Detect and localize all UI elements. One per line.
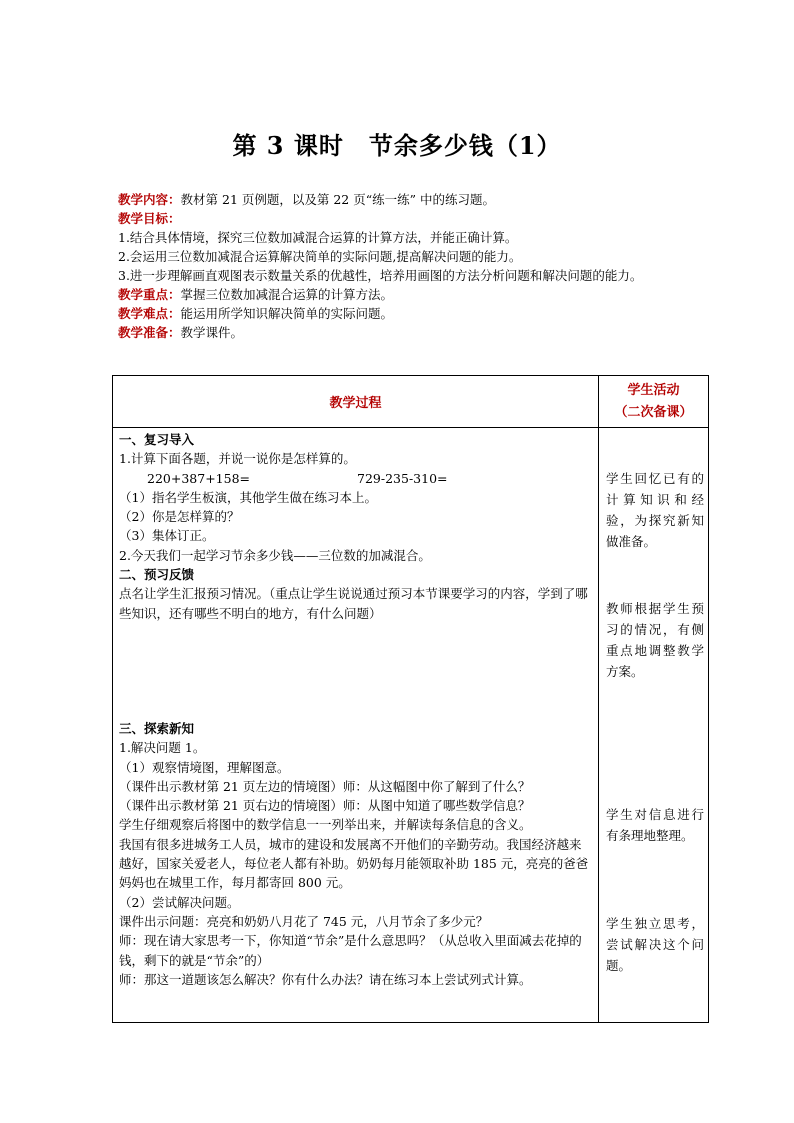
process-line: （课件出示教材第 21 页左边的情境图）师：从这幅图中你了解到了什么？	[119, 778, 531, 794]
meta-goal-3: 3.进一步理解画直观图表示数量关系的优越性，培养用画图的方法分析问题和解决问题的能力。	[118, 268, 643, 283]
process-line: 我国有很多进城务工人员，城市的建设和发展离不开他们的辛勤劳动。我国经济越来越好，国家关爱老人，每位老人都有补助。奶奶每月能领取补助 185 元，亮亮的爸爸妈妈也在城里工作，每月都寄回 800 元。	[119, 836, 589, 891]
meta-label: 教学目标：	[118, 211, 181, 226]
teaching-table	[112, 375, 709, 1023]
meta-text: 能运用所学知识解决简单的实际问题。	[180, 306, 394, 321]
process-line: 1.计算下面各题，并说一说你是怎样算的。	[119, 451, 356, 467]
meta-goal-1: 1.结合具体情境，探究三位数加减混合运算的计算方法，并能正确计算。	[118, 230, 518, 245]
process-line: （3）集体订正。	[119, 528, 215, 544]
activity-cell	[599, 428, 709, 1023]
meta-label: 教学难点：	[118, 306, 181, 321]
process-line: 学生仔细观察后将图中的数学信息一一列举出来，并解读每条信息的含义。	[119, 817, 532, 833]
header-teaching-process: 教学过程	[113, 376, 599, 428]
meta-text: 教材第 21 页例题，以及第 22 页“练一练” 中的练习题。	[180, 192, 495, 207]
process-line: （课件出示教材第 21 页右边的情境图）师：从图中知道了哪些数学信息？	[119, 798, 531, 814]
process-line: 2.今天我们一起学习节余多少钱——三位数的加减混合。	[119, 547, 431, 563]
meta-label: 教学重点：	[118, 287, 181, 302]
process-line: （2）你是怎样算的？	[119, 509, 240, 525]
activity-note: 学生独立思考，尝试解决这个问题。	[606, 916, 704, 973]
meta-goals	[118, 209, 708, 228]
meta-goal-2: 2.会运用三位数加减混合运算解决简单的实际问题,提高解决问题的能力。	[118, 249, 522, 264]
header-right-line-1: 学生活动	[627, 382, 680, 398]
spacer	[119, 623, 592, 719]
process-line: （1）观察情境图，理解图意。	[119, 759, 290, 775]
process-line: （2）尝试解决问题。	[119, 894, 240, 910]
activity-note: 教师根据学生预习的情况，有侧重点地调整教学方案。	[606, 601, 704, 679]
section-heading: 一、复习导入	[119, 432, 195, 447]
meta-content	[118, 190, 708, 209]
meta-key-point	[118, 285, 708, 304]
header-student-activity	[599, 376, 709, 428]
activity-note: 学生回忆已有的计算知识和经验，为探究新知做准备。	[606, 471, 704, 549]
process-line: 课件出示问题：亮亮和奶奶八月花了 745 元，八月节余了多少元？	[119, 913, 489, 929]
calc-line	[119, 469, 592, 488]
page-title: 第 3 课时 节余多少钱（1）	[232, 131, 562, 160]
process-line: 1.解决问题 1。	[119, 740, 206, 756]
meta-text: 掌握三位数加减混合运算的计算方法。	[180, 287, 394, 302]
meta-text: 教学课件。	[180, 325, 244, 340]
section-heading: 二、预习反馈	[119, 567, 195, 583]
meta-difficulty	[118, 304, 708, 323]
meta-label: 教学准备：	[118, 325, 181, 340]
section-heading: 三、探索新知	[119, 720, 195, 736]
process-line: （1）指名学生板演，其他学生做在练习本上。	[119, 489, 377, 505]
activity-note: 学生对信息进行有条理地整理。	[606, 807, 704, 843]
calc-expression: 729-235-310=	[357, 470, 448, 486]
calc-expression: 220+387+158=	[147, 470, 250, 486]
meta-label: 教学内容：	[118, 192, 181, 207]
process-cell	[113, 428, 599, 1023]
lesson-meta	[118, 190, 708, 342]
process-line: 师：那这一道题该怎么解决？你有什么办法？请在练习本上尝试列式计算。	[119, 971, 532, 987]
meta-preparation	[118, 323, 708, 342]
process-line: 点名让学生汇报预习情况。（重点让学生说说通过预习本节课要学习的内容，学到了哪些知识，还有哪些不明白的地方，有什么问题）	[119, 586, 588, 621]
header-right-line-2: （二次备课）	[614, 404, 693, 420]
process-line: 师：现在请大家思考一下，你知道“节余”是什么意思吗？（从总收入里面减去花掉的钱，剩下的就是“节余”的）	[119, 933, 582, 968]
